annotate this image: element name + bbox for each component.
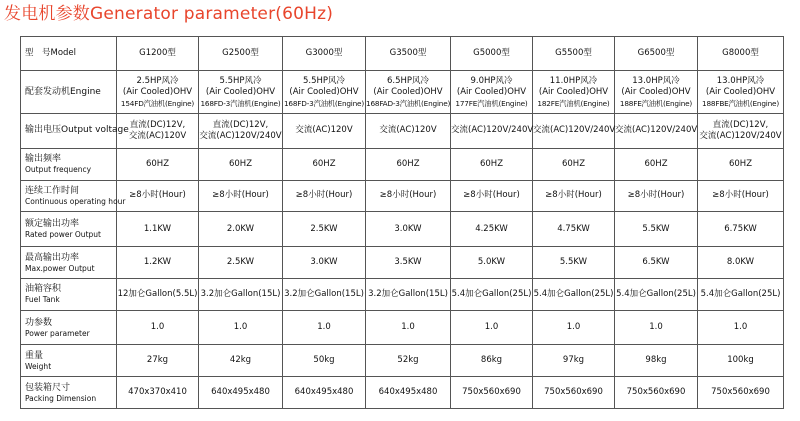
- cell-text: 5.4加仑Gallon(25L): [700, 288, 781, 299]
- row-label-en: Continuous operating hour: [25, 196, 126, 206]
- row-label: [21, 278, 117, 310]
- cell-text: 直流(DC)12V,: [212, 119, 269, 130]
- value-cell: [117, 310, 199, 345]
- cell-text: 168FAD-3汽油机(Engine): [366, 98, 451, 108]
- cell-text: 5.5HP风冷: [219, 75, 262, 86]
- row-label-cn: 配套发动机Engine: [25, 86, 101, 97]
- cell-text: 4.25KW: [475, 223, 508, 234]
- cell-text: 97kg: [562, 355, 585, 366]
- value-cell: [615, 180, 698, 212]
- cell-text: ≥8小时(Hour): [627, 190, 685, 201]
- row-label: [21, 180, 126, 212]
- cell-text: 60HZ: [145, 158, 170, 169]
- row-label-en: Rated power Output: [25, 230, 101, 240]
- model-header-label: 型 号Model: [21, 37, 117, 71]
- value-cell: [615, 377, 698, 409]
- row-label: [21, 345, 117, 377]
- row-label-cn: 输出频率: [25, 154, 62, 165]
- cell-text: 13.0HP风冷: [716, 75, 765, 86]
- cell-text: 188FBE汽油机(Engine): [702, 98, 779, 108]
- value-cell: [199, 148, 283, 180]
- value-cell: [451, 180, 533, 212]
- cell-text: 1.0: [401, 322, 415, 333]
- cell-text: 6.5HP风冷: [386, 75, 430, 86]
- row-label-en: Max.power Output: [25, 263, 95, 273]
- cell-text: 177FE汽油机(Engine): [455, 98, 528, 108]
- value-cell: [533, 148, 615, 180]
- value-cell: [451, 377, 533, 409]
- value-cell: [698, 148, 784, 180]
- cell-text: ≥8小时(Hour): [212, 190, 269, 201]
- cell-text: 1.0: [233, 322, 248, 333]
- row-continuous-hours: [21, 180, 784, 212]
- row-label-en: Fuel Tank: [25, 295, 60, 305]
- value-cell: [283, 212, 366, 247]
- value-cell: [199, 212, 283, 247]
- cell-text: 3.0KW: [310, 257, 338, 268]
- model-header-cell: G3000型: [283, 37, 366, 71]
- row-power-parameter: [21, 310, 784, 345]
- cell-text: 100kg: [727, 355, 754, 366]
- cell-text: ≥8小时(Hour): [463, 190, 520, 201]
- value-cell: [615, 148, 698, 180]
- value-cell: [698, 345, 784, 377]
- row-label: [21, 148, 117, 180]
- model-header-cell: G2500型: [199, 37, 283, 71]
- row-output-voltage: [21, 114, 784, 149]
- row-label: [21, 212, 117, 247]
- cell-text: 1.0: [317, 322, 331, 333]
- value-cell: [117, 345, 199, 377]
- value-cell: [451, 247, 533, 279]
- cell-text: 5.5KW: [642, 223, 670, 234]
- row-label-cn: 额定输出功率: [25, 219, 80, 230]
- cell-text: (Air Cooled)OHV: [621, 86, 691, 97]
- value-cell: [283, 247, 366, 279]
- model-header-cell: G6500型: [615, 37, 698, 71]
- cell-text: 60HZ: [561, 158, 586, 169]
- row-packing-dimension: [21, 377, 784, 409]
- spec-body: [21, 71, 784, 409]
- cell-text: 60HZ: [312, 158, 336, 169]
- value-cell: [366, 247, 451, 279]
- value-cell: [283, 180, 366, 212]
- value-cell: [533, 71, 615, 114]
- row-label: [21, 247, 117, 279]
- value-cell: [199, 278, 283, 310]
- row-label-cn: 功参数: [25, 317, 53, 328]
- page-title: 发电机参数Generator parameter(60Hz): [4, 4, 334, 24]
- value-cell: [117, 71, 199, 114]
- value-cell: [366, 71, 451, 114]
- cell-text: 5.5KW: [559, 257, 588, 268]
- model-header-cell: G5500型: [533, 37, 615, 71]
- value-cell: [533, 345, 615, 377]
- row-label: [21, 114, 129, 149]
- row-label-cn: 油箱容积: [25, 284, 62, 295]
- value-cell: [117, 148, 199, 180]
- value-cell: [615, 310, 698, 345]
- row-label-cn: 连续工作时间: [25, 185, 80, 196]
- row-label: [21, 377, 117, 409]
- cell-text: (Air Cooled)OHV: [705, 86, 776, 97]
- value-cell: [533, 180, 615, 212]
- row-label-en: Power parameter: [25, 328, 90, 338]
- value-cell: [615, 247, 698, 279]
- row-fuel-tank: [21, 278, 784, 310]
- cell-text: 168FD-3汽油机(Engine): [200, 98, 281, 108]
- value-cell: [199, 377, 283, 409]
- value-cell: [366, 278, 451, 310]
- cell-text: 60HZ: [396, 158, 420, 169]
- value-cell: [615, 114, 698, 149]
- cell-text: 1.2KW: [143, 257, 172, 268]
- value-cell: [451, 212, 533, 247]
- cell-text: 42kg: [229, 355, 252, 366]
- value-cell: [283, 377, 366, 409]
- cell-text: 27kg: [146, 355, 169, 366]
- row-output-frequency: [21, 148, 784, 180]
- row-label: [21, 71, 117, 114]
- cell-text: 2.5HP风冷: [136, 75, 179, 86]
- model-header-cell: G1200型: [117, 37, 199, 71]
- cell-text: 50kg: [313, 355, 335, 366]
- cell-text: 1.0: [733, 322, 748, 333]
- value-cell: [366, 377, 451, 409]
- cell-text: 1.0: [566, 322, 581, 333]
- value-cell: [366, 345, 451, 377]
- cell-text: 交流(AC)120V/240V: [199, 130, 282, 141]
- cell-text: 470x370x410: [128, 387, 187, 398]
- cell-text: 8.0KW: [726, 257, 755, 268]
- row-label: [21, 310, 117, 345]
- cell-text: 3.2加仑Gallon(15L): [368, 288, 448, 299]
- spec-table: [20, 36, 784, 409]
- cell-text: 5.4加仑Gallon(25L): [533, 288, 614, 299]
- cell-text: 3.0KW: [394, 223, 422, 234]
- cell-text: 9.0HP风冷: [470, 75, 513, 86]
- model-header-cell: G5000型: [451, 37, 533, 71]
- model-header-cell: G8000型: [698, 37, 784, 71]
- cell-text: (Air Cooled)OHV: [122, 86, 193, 97]
- row-weight: [21, 345, 784, 377]
- value-cell: [283, 310, 366, 345]
- cell-text: 交流(AC)120V/240V: [699, 130, 782, 141]
- value-cell: [199, 310, 283, 345]
- value-cell: [366, 310, 451, 345]
- cell-text: (Air Cooled)OHV: [205, 86, 276, 97]
- cell-text: 13.0HP风冷: [632, 75, 680, 86]
- value-cell: [199, 345, 283, 377]
- value-cell: [451, 345, 533, 377]
- value-cell: [698, 377, 784, 409]
- cell-text: 直流(DC)12V,: [129, 119, 186, 130]
- value-cell: [698, 71, 784, 114]
- row-engine: [21, 71, 784, 114]
- cell-text: ≥8小时(Hour): [712, 190, 769, 201]
- cell-text: 3.2加仑Gallon(15L): [284, 288, 364, 299]
- cell-text: 640x495x480: [211, 387, 270, 398]
- cell-text: 交流(AC)120V: [295, 125, 353, 136]
- cell-text: 3.5KW: [394, 257, 422, 268]
- value-cell: [366, 212, 451, 247]
- cell-text: 1.0: [484, 322, 499, 333]
- cell-text: 52kg: [397, 355, 419, 366]
- cell-text: 11.0HP风冷: [549, 75, 598, 86]
- cell-text: 交流(AC)120V: [128, 130, 187, 141]
- value-cell: [615, 212, 698, 247]
- row-rated-power: [21, 212, 784, 247]
- cell-text: 86kg: [480, 355, 503, 366]
- row-label-cn: 包装箱尺寸: [25, 382, 71, 393]
- cell-text: 60HZ: [644, 158, 668, 169]
- cell-text: 3.2加仑Gallon(15L): [200, 288, 281, 299]
- cell-text: 2.5KW: [310, 223, 338, 234]
- value-cell: [283, 345, 366, 377]
- row-label-cn: 最高输出功率: [25, 252, 80, 263]
- cell-text: 12加仑Gallon(5.5L): [117, 288, 198, 299]
- cell-text: 5.4加仑Gallon(25L): [451, 288, 532, 299]
- value-cell: [615, 278, 698, 310]
- cell-text: 交流(AC)120V: [379, 125, 437, 136]
- cell-text: 750x560x690: [544, 387, 603, 398]
- cell-text: 1.0: [649, 322, 663, 333]
- cell-text: (Air Cooled)OHV: [456, 86, 527, 97]
- cell-text: 154FD汽油机(Engine): [120, 98, 195, 108]
- cell-text: 640x495x480: [294, 387, 354, 398]
- cell-text: 60HZ: [228, 158, 253, 169]
- value-cell: [117, 377, 199, 409]
- row-label-cn: 输出电压Output voltage: [25, 125, 129, 136]
- value-cell: [366, 180, 451, 212]
- cell-text: 1.1KW: [143, 223, 172, 234]
- cell-text: 168FD-3汽油机(Engine): [283, 98, 364, 108]
- value-cell: [451, 278, 533, 310]
- cell-text: 直流(DC)12V,: [712, 119, 769, 130]
- cell-text: 750x560x690: [462, 387, 521, 398]
- cell-text: 2.5KW: [226, 257, 255, 268]
- value-cell: [533, 114, 615, 149]
- value-cell: [533, 247, 615, 279]
- value-cell: [199, 114, 283, 149]
- value-cell: [451, 310, 533, 345]
- cell-text: ≥8小时(Hour): [129, 190, 186, 201]
- value-cell: [698, 212, 784, 247]
- cell-text: ≥8小时(Hour): [545, 190, 602, 201]
- cell-text: 750x560x690: [626, 387, 686, 398]
- value-cell: [533, 377, 615, 409]
- value-cell: [451, 71, 533, 114]
- cell-text: 640x495x480: [378, 387, 438, 398]
- cell-text: (Air Cooled)OHV: [373, 86, 443, 97]
- cell-text: ≥8小时(Hour): [295, 190, 353, 201]
- value-cell: [117, 114, 199, 149]
- value-cell: [698, 310, 784, 345]
- cell-text: 交流(AC)120V/240V: [533, 125, 616, 136]
- value-cell: [283, 71, 366, 114]
- value-cell: [366, 114, 451, 149]
- row-label-cn: 重量: [25, 350, 44, 361]
- row-label-en: Output frequency: [25, 165, 92, 175]
- value-cell: [698, 180, 784, 212]
- value-cell: [451, 114, 533, 149]
- cell-text: 182FE汽油机(Engine): [537, 98, 610, 108]
- cell-text: 6.5KW: [642, 257, 670, 268]
- value-cell: [698, 114, 784, 149]
- value-cell: [698, 247, 784, 279]
- value-cell: [615, 71, 698, 114]
- cell-text: 6.75KW: [724, 223, 757, 234]
- cell-text: 188FE汽油机(Engine): [619, 98, 693, 108]
- value-cell: [533, 278, 615, 310]
- header-row: [21, 37, 784, 71]
- value-cell: [199, 71, 283, 114]
- value-cell: [366, 148, 451, 180]
- cell-text: 60HZ: [728, 158, 753, 169]
- cell-text: 1.0: [150, 322, 165, 333]
- value-cell: [117, 180, 199, 212]
- value-cell: [117, 278, 199, 310]
- model-header-cell: G3500型: [366, 37, 451, 71]
- row-max-power: [21, 247, 784, 279]
- cell-text: 60HZ: [479, 158, 504, 169]
- cell-text: 5.4加仑Gallon(25L): [616, 288, 696, 299]
- value-cell: [698, 278, 784, 310]
- cell-text: 交流(AC)120V/240V: [451, 125, 534, 136]
- cell-text: 750x560x690: [711, 387, 770, 398]
- cell-text: 交流(AC)120V/240V: [615, 125, 698, 136]
- cell-text: ≥8小时(Hour): [379, 190, 437, 201]
- value-cell: [199, 247, 283, 279]
- cell-text: 2.0KW: [226, 223, 255, 234]
- value-cell: [117, 212, 199, 247]
- value-cell: [283, 278, 366, 310]
- cell-text: (Air Cooled)OHV: [289, 86, 359, 97]
- cell-text: 4.75KW: [557, 223, 590, 234]
- value-cell: [533, 310, 615, 345]
- cell-text: 5.5HP风冷: [302, 75, 346, 86]
- cell-text: 98kg: [645, 355, 667, 366]
- value-cell: [283, 114, 366, 149]
- value-cell: [199, 180, 283, 212]
- cell-text: 5.0KW: [477, 257, 506, 268]
- value-cell: [117, 247, 199, 279]
- row-label-en: Packing Dimension: [25, 393, 97, 403]
- row-label-en: Weight: [25, 361, 52, 371]
- value-cell: [615, 345, 698, 377]
- cell-text: (Air Cooled)OHV: [538, 86, 609, 97]
- value-cell: [283, 148, 366, 180]
- value-cell: [533, 212, 615, 247]
- value-cell: [451, 148, 533, 180]
